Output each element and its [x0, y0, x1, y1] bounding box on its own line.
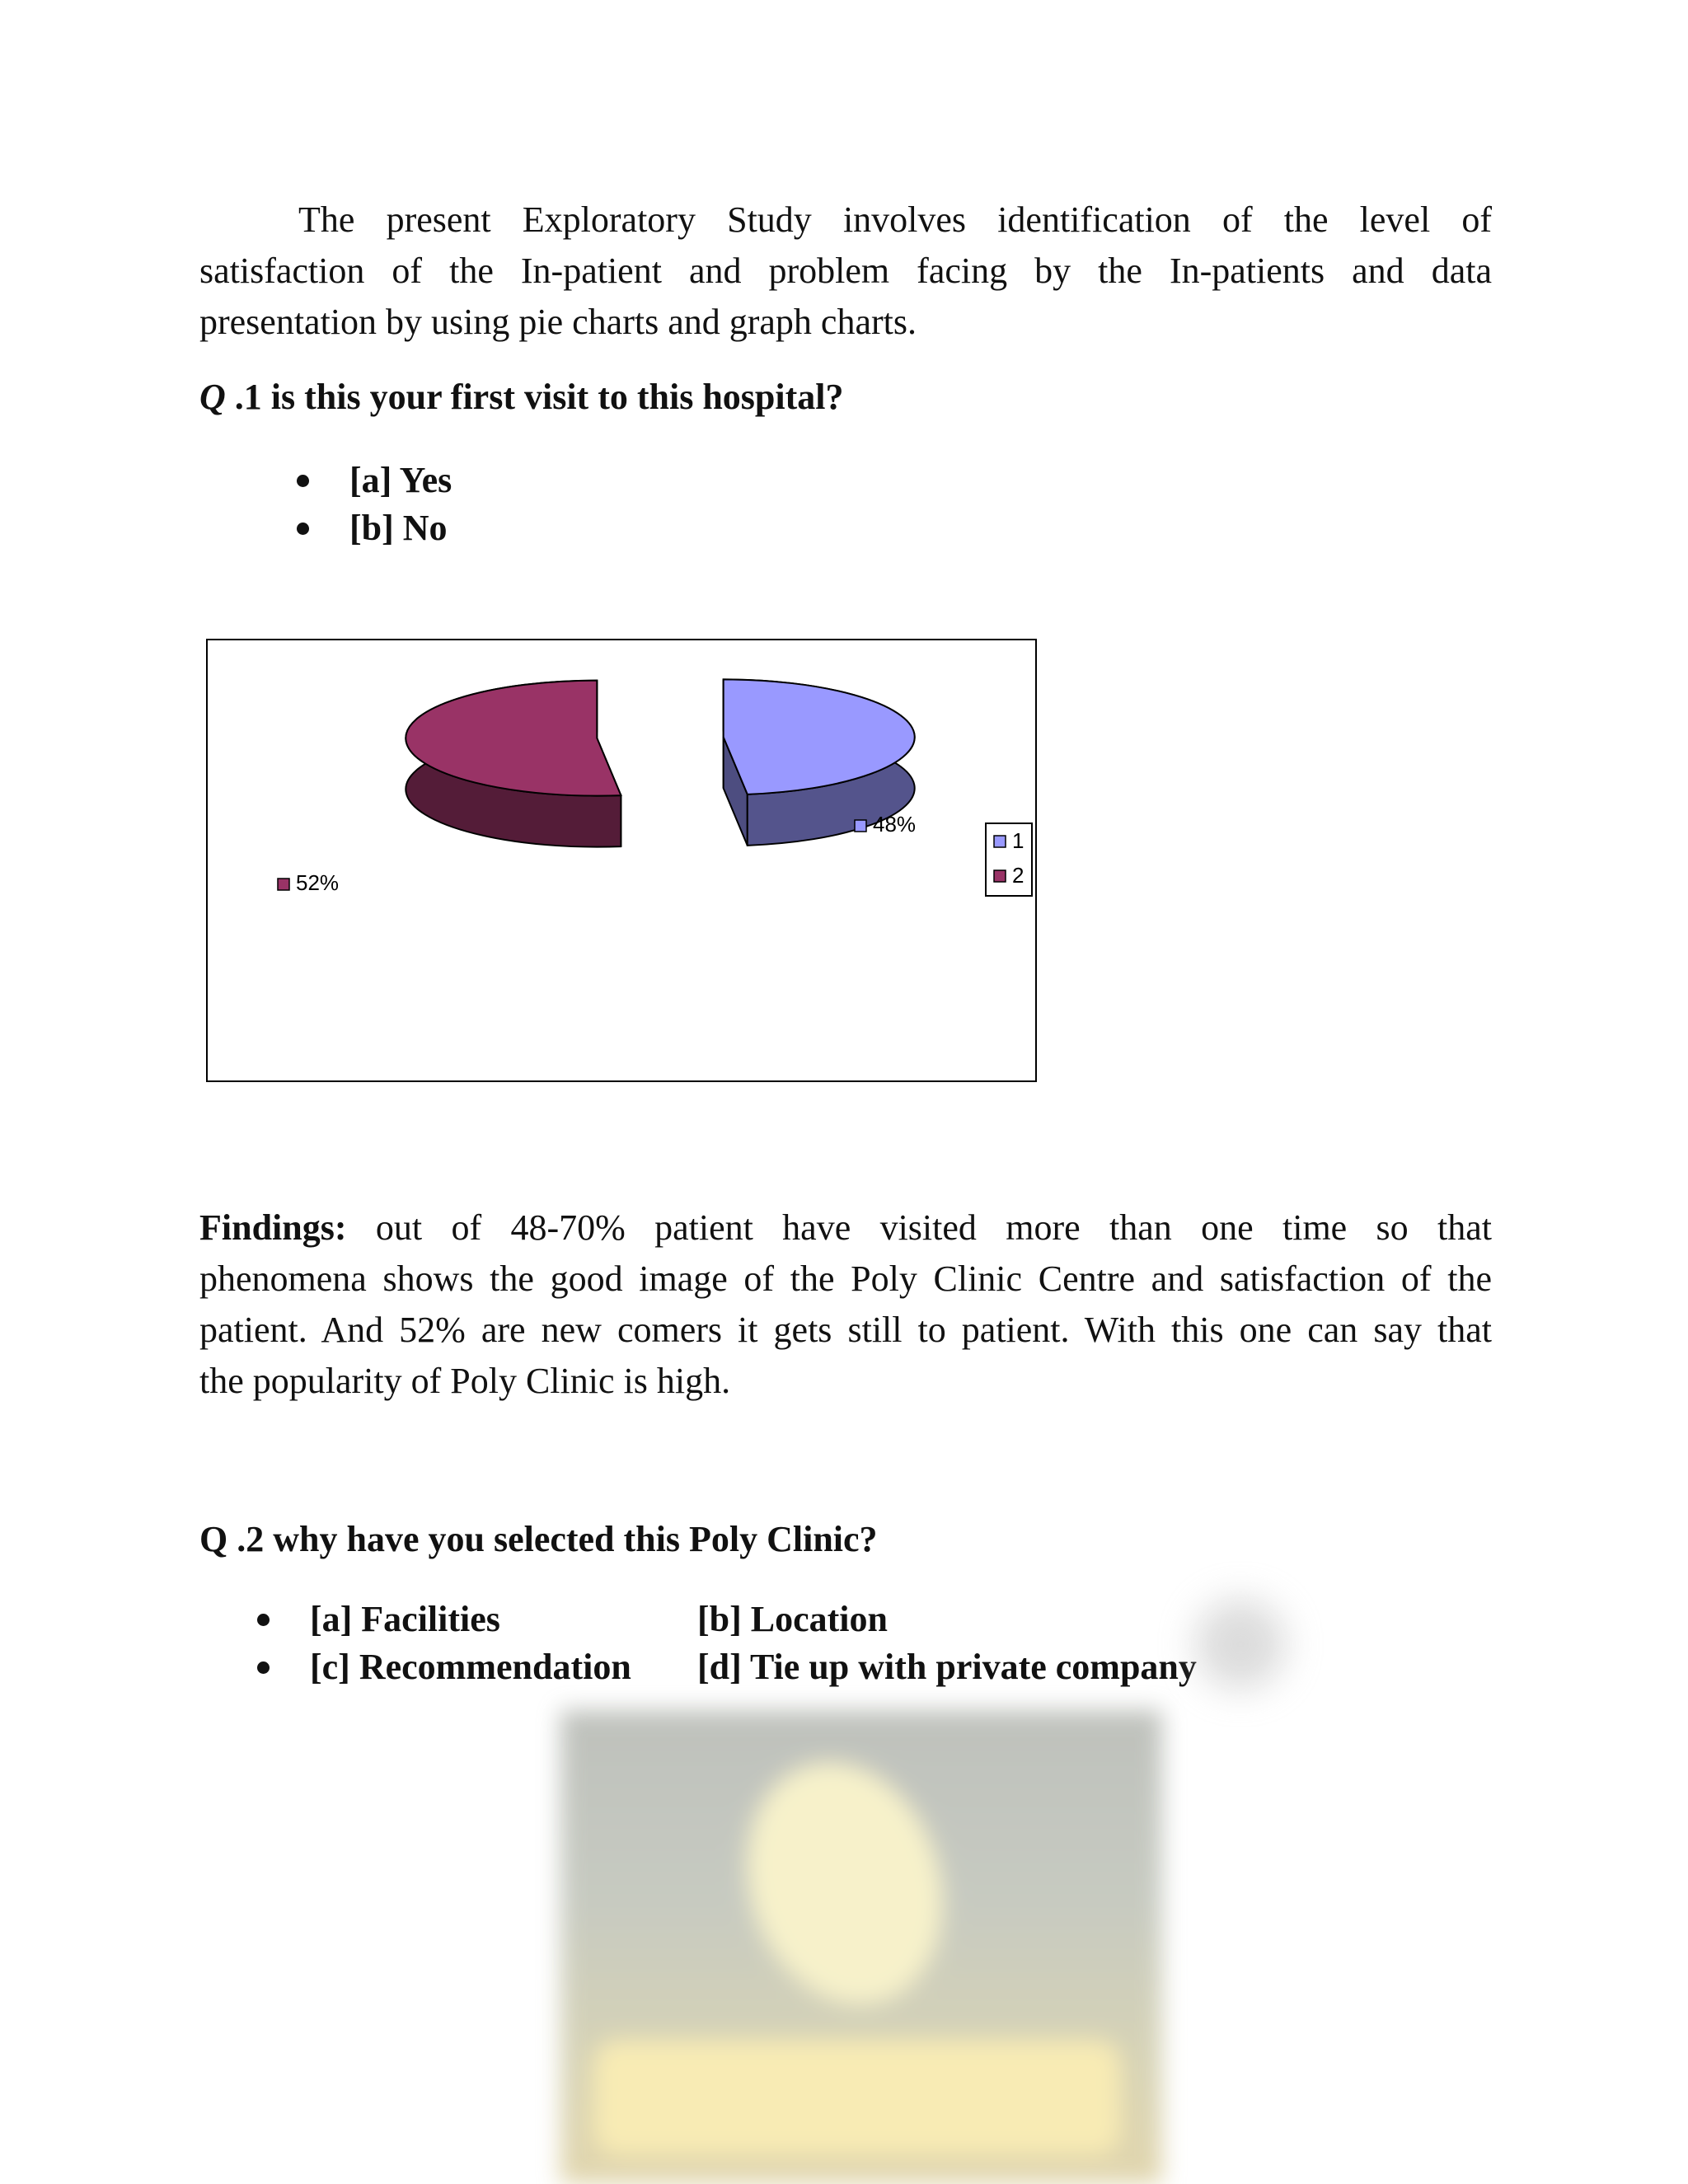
findings-line-2: phenomena shows the good image of the Poly Clinic Centre and satisfaction of the: [199, 1258, 1492, 1299]
option-yes: [297, 457, 452, 504]
data-label-2: 52%: [296, 870, 340, 895]
findings-label: Findings:: [199, 1207, 347, 1248]
option-yes-label: [a] Yes: [349, 460, 452, 500]
data-label-swatch-1: [855, 820, 866, 832]
bullet-icon: [257, 1661, 270, 1674]
blurred-spot: [1195, 1599, 1286, 1690]
question-1-title: .1 is this your first visit to this hospital?: [225, 377, 844, 417]
legend-swatch-2: [994, 870, 1006, 882]
question-1-heading: [199, 376, 844, 418]
option-location: [b] Location: [697, 1599, 888, 1639]
question-1-options: [297, 457, 452, 552]
option-facilities: [a] Facilities: [310, 1599, 500, 1639]
legend-entry-1: 1: [1012, 828, 1025, 853]
data-label-1: 48%: [873, 812, 917, 837]
question-1-prefix: Q: [199, 377, 226, 417]
bullet-icon: [257, 1614, 270, 1626]
data-label-swatch-2: [278, 879, 289, 890]
findings-line-3: patient. And 52% are new comers it gets still to patient. With this one can say that: [199, 1310, 1492, 1350]
legend-entry-2: 2: [1012, 863, 1025, 888]
question-2-options: [257, 1596, 1197, 1691]
option-row-2: [257, 1643, 1197, 1691]
bullet-icon: [297, 523, 309, 535]
findings-line-1-text: out of 48-70% patient have visited more than one time so that: [346, 1207, 1492, 1248]
option-tie-up: [d] Tie up with private company: [697, 1647, 1197, 1687]
intro-line-3: presentation by using pie charts and graph charts.: [199, 302, 917, 342]
findings-paragraph: [199, 1202, 1492, 1407]
option-no: [297, 504, 452, 552]
pie-chart: [208, 640, 1035, 1080]
option-no-label: [b] No: [349, 508, 448, 548]
option-recommendation: [c] Recommendation: [310, 1647, 631, 1687]
legend-swatch-1: [994, 836, 1006, 847]
findings-line-4: the popularity of Poly Clinic is high.: [199, 1361, 731, 1401]
intro-paragraph: [199, 194, 1492, 348]
question-2-heading: Q .2 why have you selected this Poly Clinic?: [199, 1519, 878, 1559]
intro-line-1: The present Exploratory Study involves identification of the level of: [298, 199, 1492, 240]
findings-line-1: [199, 1202, 1492, 1254]
intro-line-2: satisfaction of the In-patient and problem facing by the In-patients and data: [199, 251, 1492, 291]
pie-chart-frame: [206, 639, 1037, 1082]
bullet-icon: [297, 475, 309, 487]
legend-box: [986, 823, 1032, 896]
blurred-photo: [560, 1710, 1162, 2184]
option-row-1: [257, 1596, 1197, 1643]
